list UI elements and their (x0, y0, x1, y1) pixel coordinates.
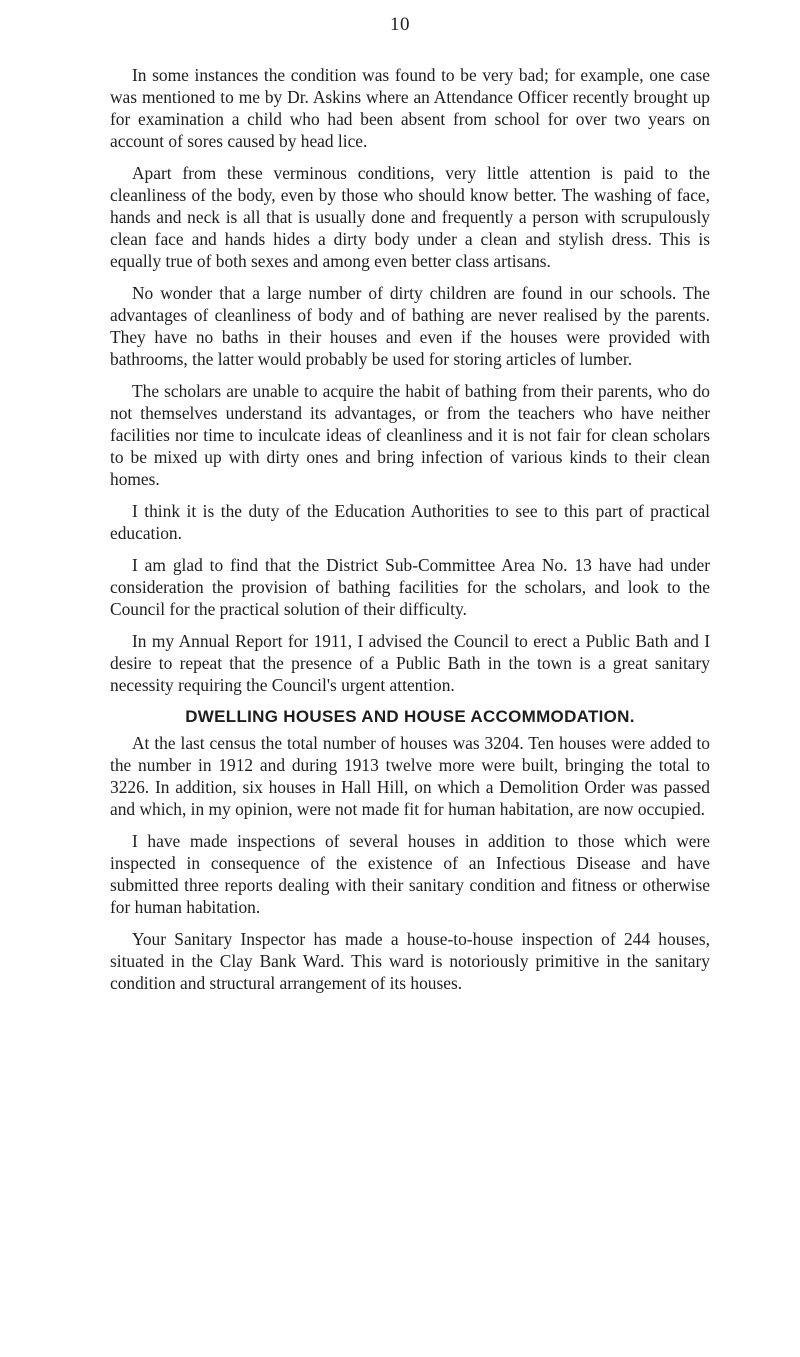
paragraph-head-lice-case: In some instances the condition was found to be very bad; for example, one case was mentioned to me by Dr. Askins where an Attendance Officer recently brought up for examination a child who had been absent from school for over two years on account of sores caused by head lice. (110, 65, 710, 151)
paragraph-public-bath: In my Annual Report for 1911, I advised the Council to erect a Public Bath and I desire to repeat that the presence of a Public Bath in the town is a great sanitary necessity requiring the Council's urgent attention. (110, 631, 710, 695)
paragraph-dirty-children: No wonder that a large number of dirty children are found in our schools. The advantages of cleanliness of body and of bathing are never realised by the parents. They have no baths in their houses and even if the houses were provided with bathrooms, the latter would probably be used for storing articles of lumber. (110, 283, 710, 369)
report-text (110, 64, 710, 1004)
paragraph-sanitary-inspector: Your Sanitary Inspector has made a house-to-house inspection of 244 houses, situated in the Clay Bank Ward. This ward is notoriously primitive in the sanitary condition and structural arrangement of its houses. (110, 929, 710, 993)
paragraph-sub-committee: I am glad to find that the District Sub-Committee Area No. 13 have had under consideration the provision of bathing facilities for the scholars, and look to the Council for the practical solution of their difficulty. (110, 555, 710, 619)
paragraph-scholars-bathing: The scholars are unable to acquire the habit of bathing from their parents, who do not themselves understand its advantages, or from the teachers who have neither facilities nor time to inculcate ideas of cleanliness and it is not fair for clean scholars to be mixed up with dirty ones and bring infection of various kinds to their clean homes. (110, 381, 710, 489)
paragraph-education-duty: I think it is the duty of the Education Authorities to see to this part of practical education. (110, 501, 710, 543)
paragraph-body-cleanliness: Apart from these verminous conditions, very little attention is paid to the cleanliness of the body, even by those who should know better. The washing of face, hands and neck is all that is usually done and frequently a person with scrupulously clean face and hands hides a dirty body under a clean and stylish dress. This is equally true of both sexes and among even better class artisans. (110, 163, 710, 271)
paragraph-inspections: I have made inspections of several houses in addition to those which were inspected in consequence of the existence of an Infectious Disease and have submitted three reports dealing with their sanitary condition and fitness or otherwise for human habitation. (110, 831, 710, 917)
page-number: 10 (390, 14, 410, 35)
paragraph-census-houses: At the last census the total number of houses was 3204. Ten houses were added to the number in 1912 and during 1913 twelve more were built, bringing the total to 3226. In addition, six houses in Hall Hill, on which a Demolition Order was passed and which, in my opinion, were not made fit for human habitation, are now occupied. (110, 733, 710, 819)
section-heading: DWELLING HOUSES AND HOUSE ACCOMMODATION. (185, 707, 635, 726)
